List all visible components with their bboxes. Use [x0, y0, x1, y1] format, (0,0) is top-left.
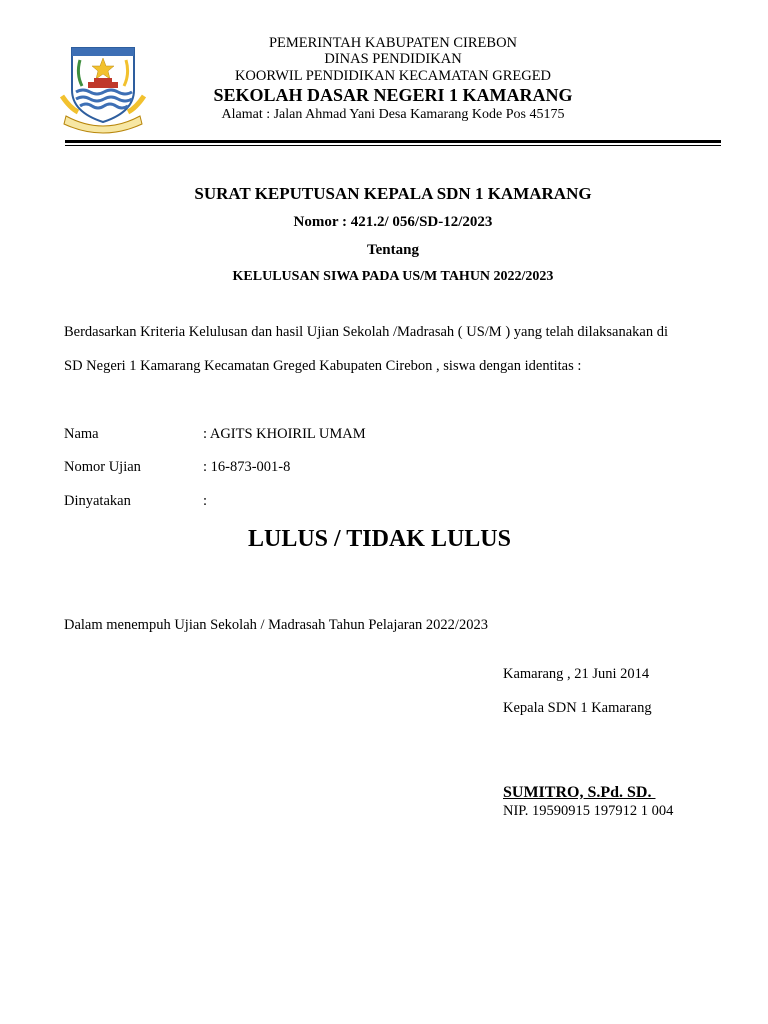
decree-about-label: Tentang — [367, 242, 419, 258]
decree-title: SURAT KEPUTUSAN KEPALA SDN 1 KAMARANG — [194, 184, 592, 203]
field-value-declared: : — [203, 493, 208, 509]
field-label-declared: Dinyatakan — [64, 493, 131, 509]
decree-subject: KELULUSAN SIWA PADA US/M TAHUN 2022/2023 — [232, 269, 554, 284]
field-label-name: Nama — [64, 426, 99, 442]
letterhead-koorwil: KOORWIL PENDIDIKAN KECAMATAN GREGED — [234, 68, 552, 84]
field-label-exam-number: Nomor Ujian — [64, 459, 141, 475]
field-value-exam-number: : 16-873-001-8 — [203, 459, 291, 475]
closing-statement: Dalam menempuh Ujian Sekolah / Madrasah Tahun Pelajaran 2022/2023 — [64, 617, 488, 633]
letterhead-department: DINAS PENDIDIKAN — [324, 51, 462, 67]
field-value-name: : AGITS KHOIRIL UMAM — [203, 426, 366, 442]
letterhead-divider-thick — [65, 140, 721, 143]
letterhead-address: Alamat : Jalan Ahmad Yani Desa Kamarang Kode Pos 45175 — [221, 107, 565, 122]
letterhead-school-name: SEKOLAH DASAR NEGERI 1 KAMARANG — [213, 85, 573, 105]
intro-line-1: Berdasarkan Kriteria Kelulusan dan hasil Ujian Sekolah /Madrasah ( US/M ) yang telah dilaksanakan di — [64, 324, 668, 340]
letterhead-government: PEMERINTAH KABUPATEN CIREBON — [268, 35, 518, 51]
signer-nip: NIP. 19590915 197912 1 004 — [503, 803, 674, 819]
signer-position: Kepala SDN 1 Kamarang — [503, 700, 652, 716]
graduation-result: LULUS / TIDAK LULUS — [248, 526, 511, 552]
decree-number: Nomor : 421.2/ 056/SD-12/2023 — [293, 214, 493, 230]
intro-line-2: SD Negeri 1 Kamarang Kecamatan Greged Kabupaten Cirebon , siswa dengan identitas : — [64, 358, 582, 374]
place-date: Kamarang , 21 Juni 2014 — [503, 666, 650, 682]
letterhead-divider-thin — [65, 145, 721, 146]
signer-name: SUMITRO, S.Pd. SD. — [503, 784, 656, 801]
